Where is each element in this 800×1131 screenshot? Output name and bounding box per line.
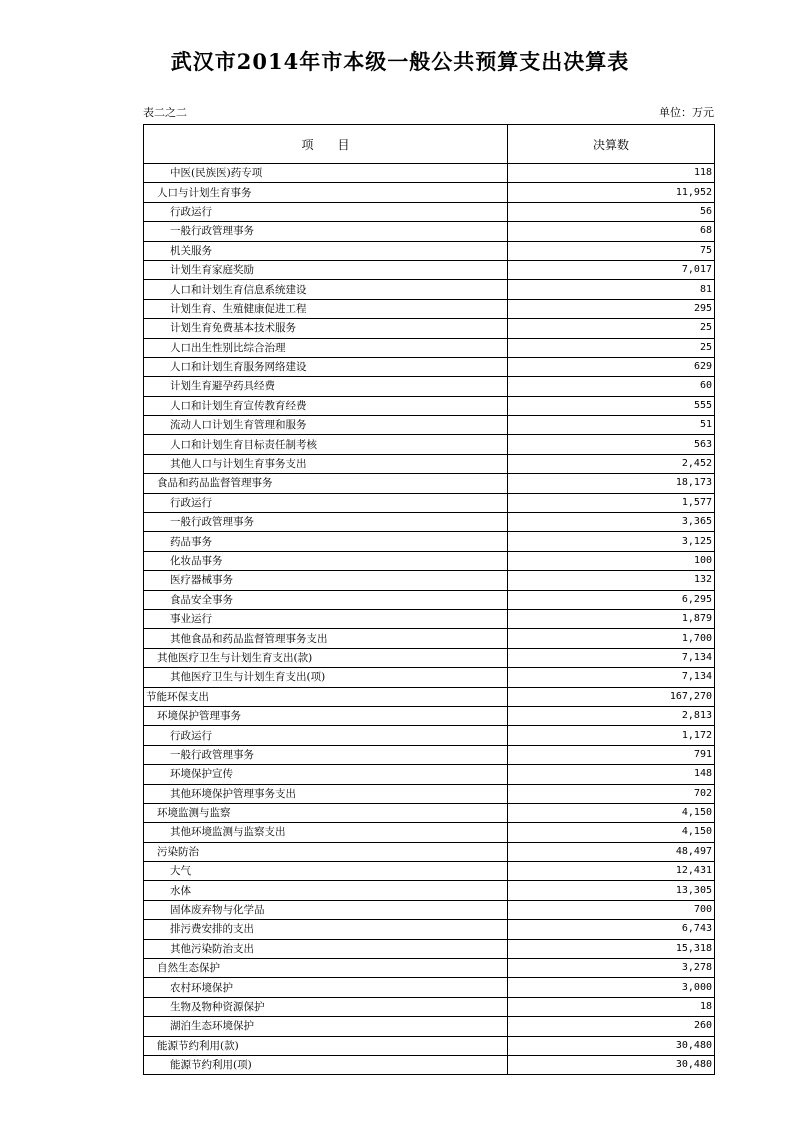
row-amount: 1,577 [508, 493, 715, 512]
table-row [144, 241, 715, 260]
table-row [144, 435, 715, 454]
row-amount: 12,431 [508, 862, 715, 881]
table-row [144, 571, 715, 590]
row-amount: 4,150 [508, 803, 715, 822]
row-item-name: 环境保护管理事务 [144, 706, 508, 725]
row-amount: 2,813 [508, 706, 715, 725]
table-row [144, 959, 715, 978]
unit-label: 单位：万元 [659, 106, 714, 119]
table-row [144, 823, 715, 842]
row-amount: 700 [508, 900, 715, 919]
table-row [144, 668, 715, 687]
row-item-name: 一般行政管理事务 [144, 222, 508, 241]
table-row [144, 629, 715, 648]
row-amount: 4,150 [508, 823, 715, 842]
table-row [144, 920, 715, 939]
row-item-name: 计划生育免费基本技术服务 [144, 319, 508, 338]
row-amount: 30,480 [508, 1055, 715, 1074]
table-row [144, 454, 715, 473]
row-item-name: 固体废弃物与化学品 [144, 900, 508, 919]
row-item-name: 其他医疗卫生与计划生育支出(款) [144, 648, 508, 667]
row-amount: 3,365 [508, 513, 715, 532]
table-row [144, 493, 715, 512]
row-amount: 18,173 [508, 474, 715, 493]
row-item-name: 食品安全事务 [144, 590, 508, 609]
row-amount: 629 [508, 357, 715, 376]
row-item-name: 人口与计划生育事务 [144, 183, 508, 202]
row-item-name: 环境保护宣传 [144, 765, 508, 784]
row-item-name: 污染防治 [144, 842, 508, 861]
row-item-name: 计划生育家庭奖励 [144, 260, 508, 279]
table-row [144, 939, 715, 958]
row-amount: 791 [508, 745, 715, 764]
table-row [144, 280, 715, 299]
row-amount: 3,000 [508, 978, 715, 997]
table-row [144, 784, 715, 803]
row-item-name: 流动人口计划生育管理和服务 [144, 416, 508, 435]
row-item-name: 其他环境保护管理事务支出 [144, 784, 508, 803]
table-row [144, 726, 715, 745]
table-row [144, 260, 715, 279]
row-amount: 167,270 [508, 687, 715, 706]
table-row [144, 299, 715, 318]
row-amount: 13,305 [508, 881, 715, 900]
row-amount: 118 [508, 164, 715, 183]
row-item-name: 中医(民族医)药专项 [144, 164, 508, 183]
header-row [144, 125, 715, 164]
row-amount: 1,700 [508, 629, 715, 648]
row-item-name: 其他人口与计划生育事务支出 [144, 454, 508, 473]
table-row [144, 377, 715, 396]
row-item-name: 其他食品和药品监督管理事务支出 [144, 629, 508, 648]
table-row [144, 396, 715, 415]
row-amount: 1,879 [508, 609, 715, 628]
table-row [144, 202, 715, 221]
table-row [144, 900, 715, 919]
row-item-name: 人口和计划生育宣传教育经费 [144, 396, 508, 415]
row-item-name: 一般行政管理事务 [144, 745, 508, 764]
row-item-name: 人口和计划生育服务网络建设 [144, 357, 508, 376]
table-row [144, 416, 715, 435]
row-amount: 68 [508, 222, 715, 241]
row-item-name: 环境监测与监察 [144, 803, 508, 822]
table-row [144, 338, 715, 357]
table-row [144, 745, 715, 764]
budget-table [143, 124, 715, 1075]
row-amount: 3,125 [508, 532, 715, 551]
row-amount: 563 [508, 435, 715, 454]
table-row [144, 183, 715, 202]
row-item-name: 计划生育、生殖健康促进工程 [144, 299, 508, 318]
row-item-name: 人口出生性别比综合治理 [144, 338, 508, 357]
row-item-name: 行政运行 [144, 493, 508, 512]
row-amount: 60 [508, 377, 715, 396]
row-amount: 15,318 [508, 939, 715, 958]
table-row [144, 590, 715, 609]
row-item-name: 药品事务 [144, 532, 508, 551]
row-amount: 148 [508, 765, 715, 784]
row-amount: 7,134 [508, 648, 715, 667]
row-item-name: 行政运行 [144, 202, 508, 221]
row-amount: 295 [508, 299, 715, 318]
row-amount: 1,172 [508, 726, 715, 745]
header-item: 项 目 [144, 125, 508, 164]
table-row [144, 862, 715, 881]
table-row [144, 532, 715, 551]
row-amount: 6,743 [508, 920, 715, 939]
row-item-name: 事业运行 [144, 609, 508, 628]
table-number: 表二之二 [143, 106, 187, 119]
table-row [144, 997, 715, 1016]
row-item-name: 节能环保支出 [144, 687, 508, 706]
row-amount: 30,480 [508, 1036, 715, 1055]
table-row [144, 706, 715, 725]
row-item-name: 人口和计划生育信息系统建设 [144, 280, 508, 299]
row-amount: 3,278 [508, 959, 715, 978]
row-amount: 25 [508, 319, 715, 338]
row-item-name: 一般行政管理事务 [144, 513, 508, 532]
header-amount: 决算数 [508, 125, 715, 164]
table-row [144, 842, 715, 861]
row-amount: 702 [508, 784, 715, 803]
row-item-name: 自然生态保护 [144, 959, 508, 978]
table-row [144, 319, 715, 338]
row-item-name: 农村环境保护 [144, 978, 508, 997]
row-amount: 48,497 [508, 842, 715, 861]
row-item-name: 化妆品事务 [144, 551, 508, 570]
row-amount: 11,952 [508, 183, 715, 202]
table-row [144, 1055, 715, 1074]
table-row [144, 687, 715, 706]
row-item-name: 大气 [144, 862, 508, 881]
table-row [144, 357, 715, 376]
table-row [144, 803, 715, 822]
row-amount: 2,452 [508, 454, 715, 473]
row-item-name: 计划生育避孕药具经费 [144, 377, 508, 396]
row-item-name: 医疗器械事务 [144, 571, 508, 590]
row-item-name: 其他医疗卫生与计划生育支出(项) [144, 668, 508, 687]
table-row [144, 881, 715, 900]
table-row [144, 609, 715, 628]
row-amount: 555 [508, 396, 715, 415]
row-amount: 25 [508, 338, 715, 357]
row-item-name: 其他环境监测与监察支出 [144, 823, 508, 842]
row-item-name: 机关服务 [144, 241, 508, 260]
row-item-name: 食品和药品监督管理事务 [144, 474, 508, 493]
row-amount: 56 [508, 202, 715, 221]
table-row [144, 978, 715, 997]
row-item-name: 行政运行 [144, 726, 508, 745]
table-body [144, 164, 715, 1075]
table-row [144, 765, 715, 784]
row-amount: 132 [508, 571, 715, 590]
table-row [144, 474, 715, 493]
table-row [144, 551, 715, 570]
row-item-name: 其他污染防治支出 [144, 939, 508, 958]
row-item-name: 湖泊生态环境保护 [144, 1017, 508, 1036]
table-row [144, 513, 715, 532]
row-amount: 81 [508, 280, 715, 299]
row-amount: 100 [508, 551, 715, 570]
row-amount: 75 [508, 241, 715, 260]
table-row [144, 1017, 715, 1036]
row-amount: 7,134 [508, 668, 715, 687]
row-amount: 51 [508, 416, 715, 435]
row-amount: 7,017 [508, 260, 715, 279]
row-item-name: 能源节约利用(款) [144, 1036, 508, 1055]
row-item-name: 生物及物种资源保护 [144, 997, 508, 1016]
row-item-name: 水体 [144, 881, 508, 900]
row-item-name: 人口和计划生育目标责任制考核 [144, 435, 508, 454]
table-row [144, 1036, 715, 1055]
row-amount: 6,295 [508, 590, 715, 609]
table-row [144, 648, 715, 667]
row-item-name: 能源节约利用(项) [144, 1055, 508, 1074]
row-amount: 18 [508, 997, 715, 1016]
page-title: 武汉市2014年市本级一般公共预算支出决算表 [170, 49, 630, 74]
row-amount: 260 [508, 1017, 715, 1036]
row-item-name: 排污费安排的支出 [144, 920, 508, 939]
table-row [144, 164, 715, 183]
table-row [144, 222, 715, 241]
